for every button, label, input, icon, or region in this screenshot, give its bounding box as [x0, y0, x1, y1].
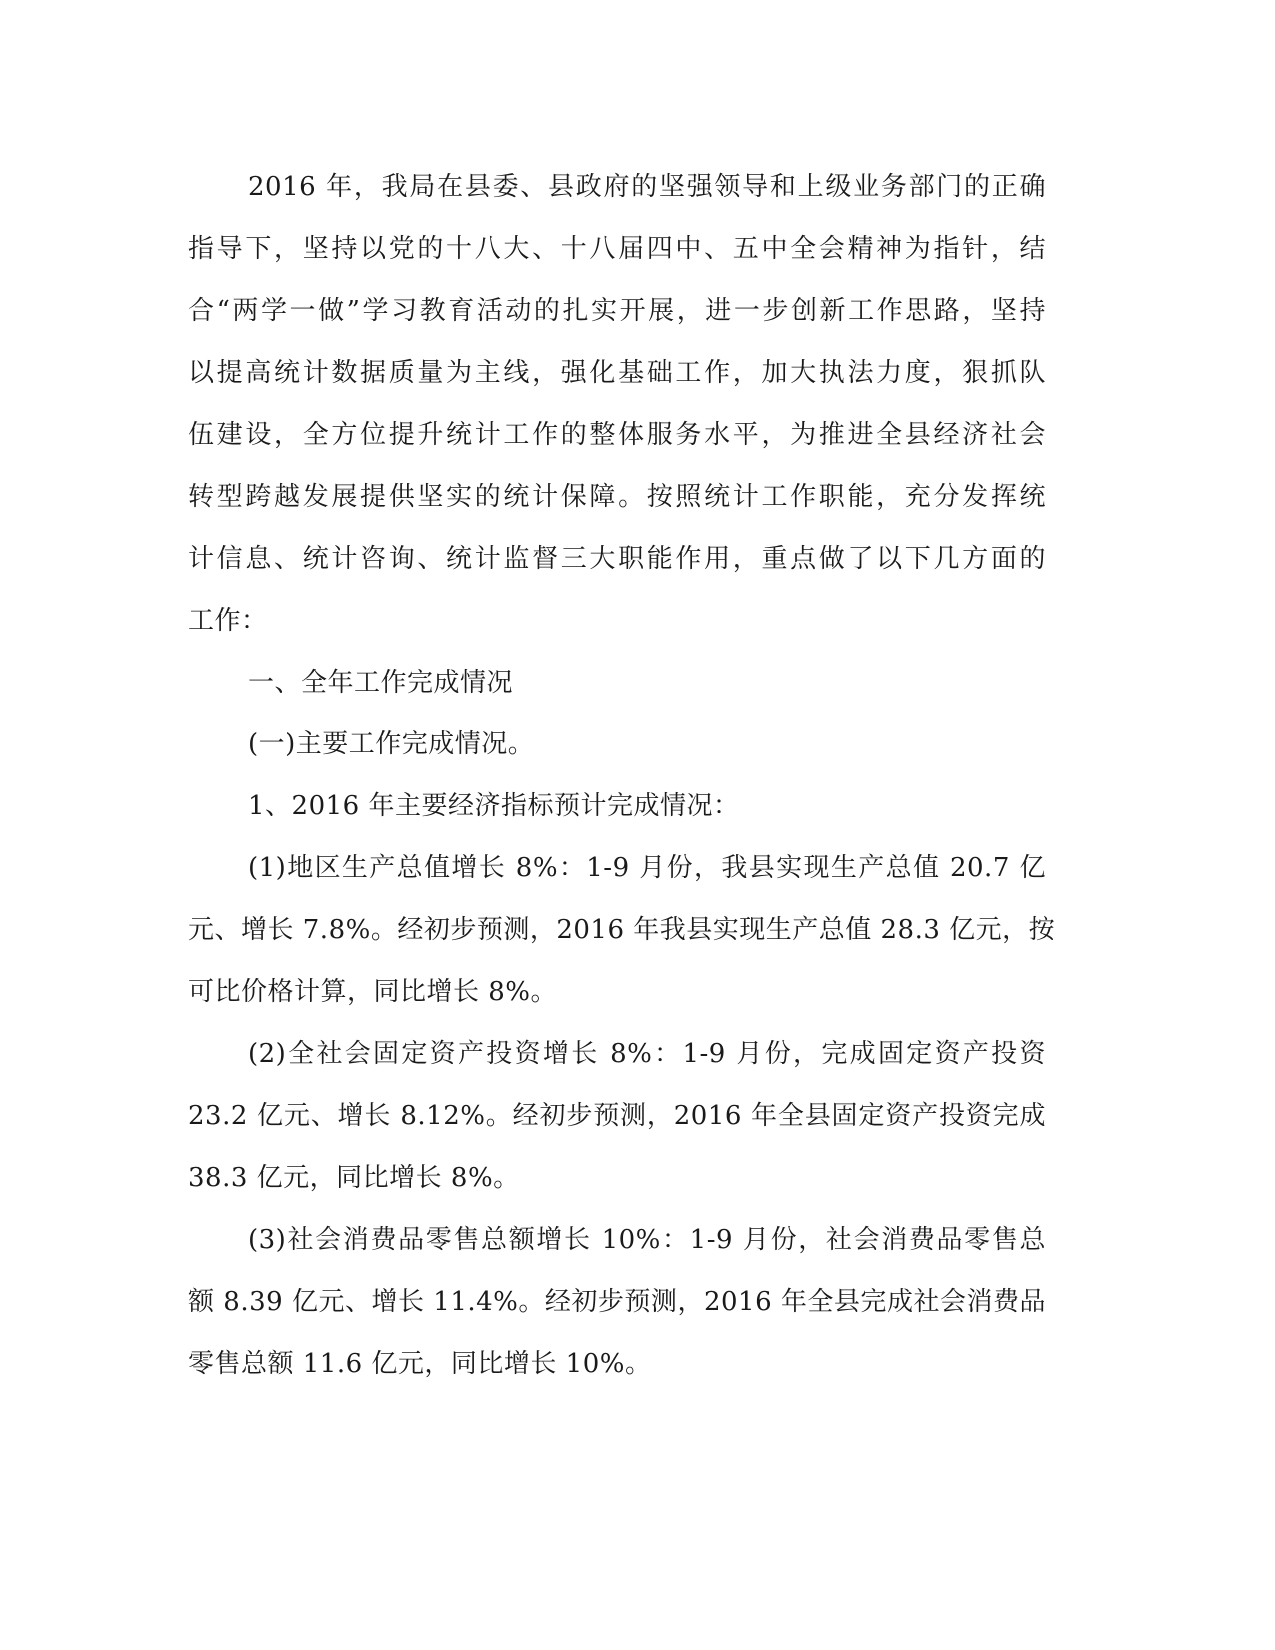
section-heading-1: 一、全年工作完成情况	[248, 668, 514, 698]
paragraph-intro-line-2: 指导下，坚持以党的十八大、十八届四中、五中全会精神为指针，结	[188, 234, 1046, 264]
item-gdp-line-1: (1)地区生产总值增长 8%：1-9 月份，我县实现生产总值 20.7 亿	[248, 853, 1046, 883]
paragraph-intro-line-5: 伍建设，全方位提升统计工作的整体服务水平，为推进全县经济社会	[188, 420, 1046, 450]
item-gdp-line-2: 元、增长 7.8%。经初步预测，2016 年我县实现生产总值 28.3 亿元，按	[188, 915, 1056, 945]
item-gdp-line-3: 可比价格计算，同比增长 8%。	[188, 977, 558, 1007]
paragraph-intro-line-7: 计信息、统计咨询、统计监督三大职能作用，重点做了以下几方面的	[188, 544, 1046, 574]
subsection-heading-1: (一)主要工作完成情况。	[248, 729, 535, 759]
item-retail-line-2: 额 8.39 亿元、增长 11.4%。经初步预测，2016 年全县完成社会消费品	[188, 1287, 1046, 1317]
item-retail-line-3: 零售总额 11.6 亿元，同比增长 10%。	[188, 1349, 652, 1379]
paragraph-intro-line-6: 转型跨越发展提供坚实的统计保障。按照统计工作职能，充分发挥统	[188, 482, 1046, 512]
item-investment-line-3: 38.3 亿元，同比增长 8%。	[188, 1163, 520, 1193]
paragraph-intro-line-1: 2016 年，我局在县委、县政府的坚强领导和上级业务部门的正确	[248, 172, 1046, 202]
paragraph-intro-line-8: 工作：	[188, 606, 268, 636]
paragraph-intro-line-4: 以提高统计数据质量为主线，强化基础工作，加大执法力度，狠抓队	[188, 358, 1046, 388]
paragraph-intro-line-3: 合“两学一做”学习教育活动的扎实开展，进一步创新工作思路，坚持	[188, 296, 1046, 326]
item-heading-1: 1、2016 年主要经济指标预计完成情况：	[248, 791, 740, 821]
item-retail-line-1: (3)社会消费品零售总额增长 10%：1-9 月份，社会消费品零售总	[248, 1225, 1046, 1255]
item-investment-line-1: (2)全社会固定资产投资增长 8%：1-9 月份，完成固定资产投资	[248, 1039, 1046, 1069]
item-investment-line-2: 23.2 亿元、增长 8.12%。经初步预测，2016 年全县固定资产投资完成	[188, 1101, 1046, 1131]
